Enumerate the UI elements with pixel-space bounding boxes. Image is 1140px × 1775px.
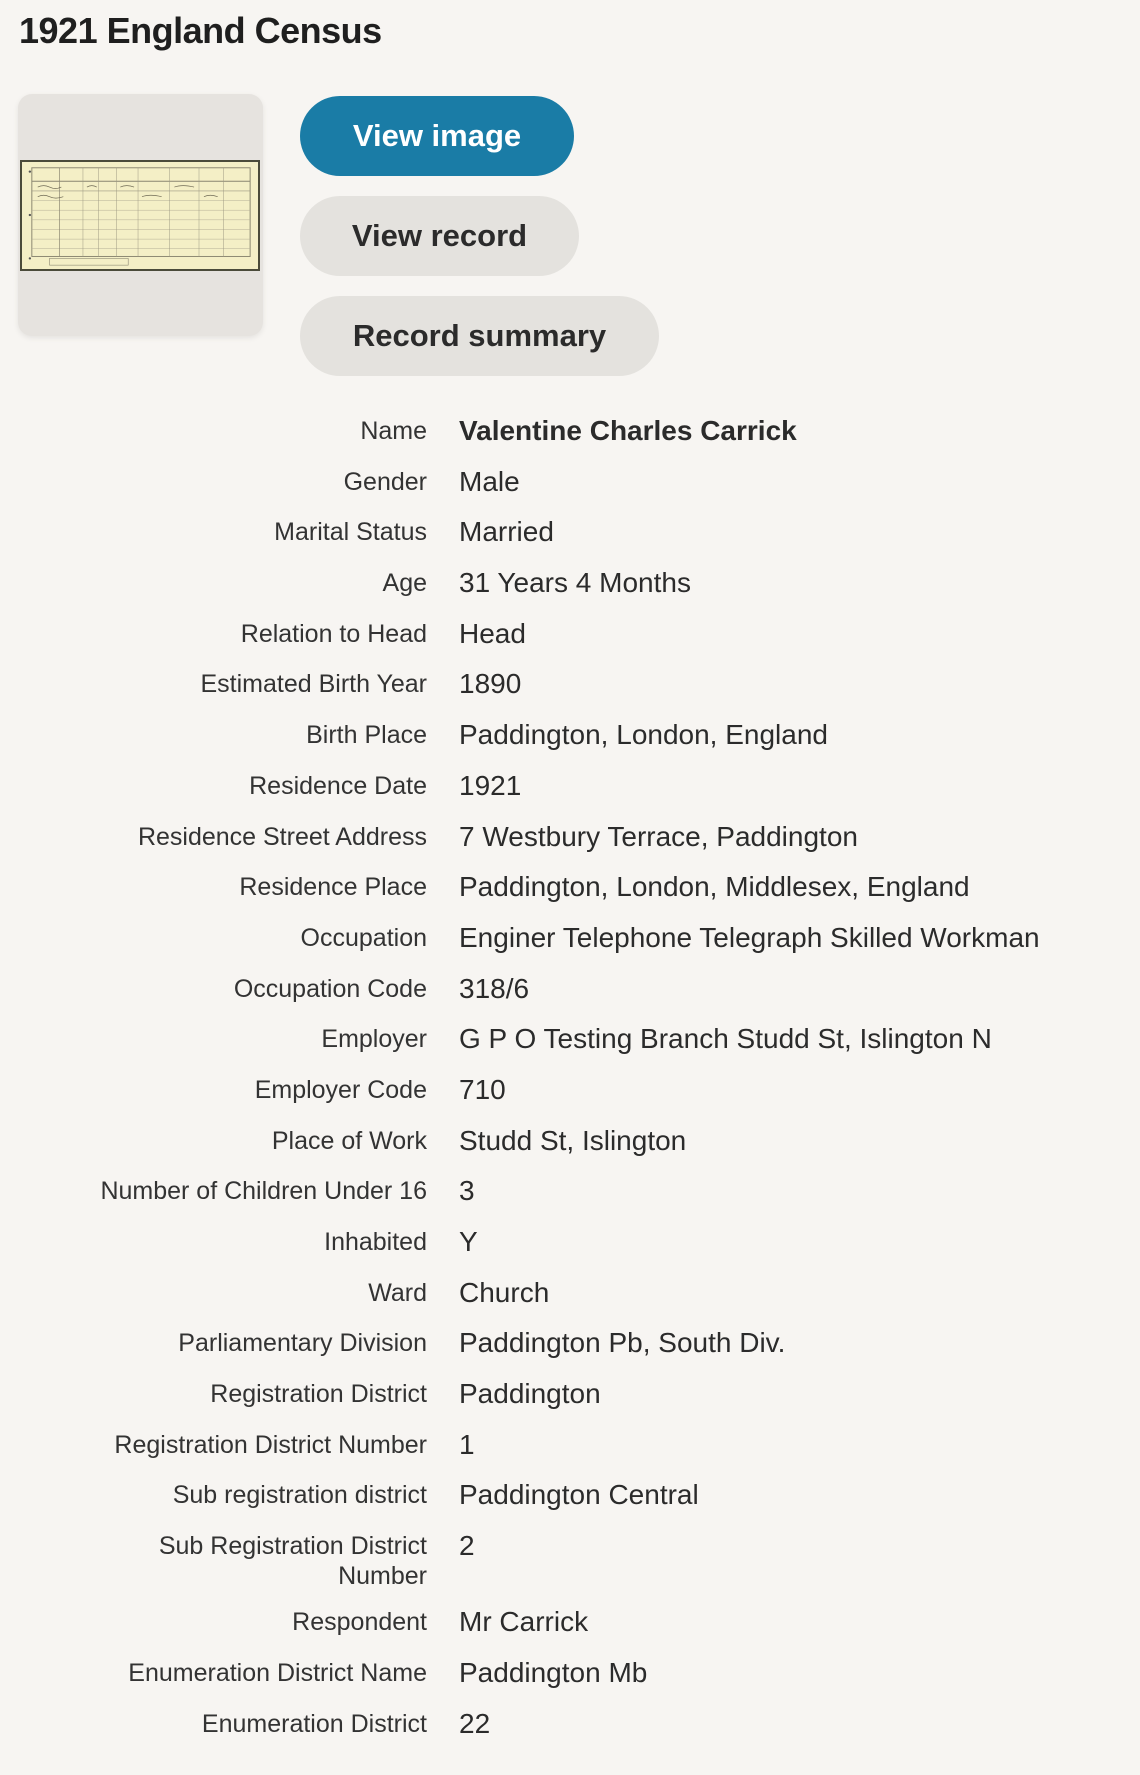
detail-value: Church xyxy=(459,1276,550,1308)
detail-value: 1890 xyxy=(459,668,522,700)
detail-value: 318/6 xyxy=(459,972,530,1004)
detail-value: G P O Testing Branch Studd St, Islington N xyxy=(459,1023,992,1055)
detail-row-age xyxy=(0,568,1140,619)
detail-value: Paddington Mb xyxy=(459,1656,648,1688)
detail-value: Mr Carrick xyxy=(459,1606,589,1638)
detail-label: Relation to Head xyxy=(240,619,427,648)
detail-label: Employer Code xyxy=(254,1075,427,1104)
census-document-thumbnail-icon[interactable] xyxy=(20,160,260,271)
detail-label: Residence Place xyxy=(239,873,427,902)
detail-label: Birth Place xyxy=(306,721,427,750)
detail-value: Y xyxy=(459,1226,478,1257)
view-record-button[interactable]: View record xyxy=(300,196,579,276)
detail-row-registration-district-number xyxy=(0,1430,1140,1481)
page-title: 1921 England Census xyxy=(19,10,382,51)
detail-label: Registration District Number xyxy=(114,1430,427,1459)
detail-row-employer-code xyxy=(0,1075,1140,1126)
detail-value: Paddington, London, England xyxy=(459,719,828,751)
detail-label: Employer xyxy=(321,1025,427,1054)
detail-row-residence-street-address xyxy=(0,822,1140,873)
detail-label: Inhabited xyxy=(324,1228,427,1256)
detail-label: Estimated Birth Year xyxy=(200,670,427,699)
detail-row-birth-place xyxy=(0,720,1140,771)
detail-value: 3 xyxy=(459,1175,475,1207)
detail-row-estimated-birth-year xyxy=(0,669,1140,720)
detail-row-relation-to-head xyxy=(0,619,1140,670)
detail-value: Paddington, London, Middlesex, England xyxy=(459,871,970,903)
detail-label: Occupation xyxy=(300,923,427,952)
detail-label: Number of Children Under 16 xyxy=(100,1177,427,1206)
detail-row-employer xyxy=(0,1024,1140,1075)
detail-row-children-under-16 xyxy=(0,1176,1140,1227)
detail-label: Age xyxy=(382,569,427,598)
detail-row-enumeration-district xyxy=(0,1709,1140,1760)
detail-row-registration-district xyxy=(0,1379,1140,1430)
detail-label: Enumeration District Name xyxy=(128,1658,427,1687)
detail-value: 31 Years 4 Months xyxy=(459,567,691,599)
detail-row-ward xyxy=(0,1278,1140,1329)
record-details xyxy=(0,416,1140,1759)
detail-label: Residence Street Address xyxy=(137,822,427,851)
detail-value: Paddington Pb, South Div. xyxy=(459,1327,786,1359)
detail-value: Studd St, Islington xyxy=(459,1124,687,1156)
detail-row-parliamentary-division xyxy=(0,1328,1140,1379)
detail-row-occupation xyxy=(0,923,1140,974)
detail-value: Paddington Central xyxy=(459,1479,699,1511)
detail-row-gender xyxy=(0,467,1140,518)
detail-value: 710 xyxy=(459,1073,506,1105)
detail-value: Head xyxy=(459,617,526,649)
detail-row-sub-registration-district-number xyxy=(0,1531,1140,1607)
detail-value: 2 xyxy=(459,1530,475,1562)
detail-row-enumeration-district-name xyxy=(0,1658,1140,1709)
view-image-button[interactable]: View image xyxy=(300,96,574,176)
detail-label: Occupation Code xyxy=(233,974,427,1003)
detail-label: Sub Registration District Number xyxy=(158,1532,427,1591)
detail-label: Name xyxy=(360,417,427,445)
detail-label: Marital Status xyxy=(274,518,427,547)
detail-row-marital-status xyxy=(0,517,1140,568)
detail-row-occupation-code xyxy=(0,974,1140,1025)
detail-label: Enumeration District xyxy=(201,1709,427,1738)
detail-value: Valentine Charles Carrick xyxy=(459,415,797,446)
detail-row-inhabited xyxy=(0,1227,1140,1278)
detail-row-respondent xyxy=(0,1607,1140,1658)
record-summary-button[interactable]: Record summary xyxy=(300,296,659,376)
detail-label: Respondent xyxy=(292,1608,427,1637)
detail-row-name xyxy=(0,416,1140,467)
detail-label: Ward xyxy=(368,1278,427,1307)
detail-label: Parliamentary Division xyxy=(178,1329,427,1358)
detail-value: 22 xyxy=(459,1707,491,1739)
detail-row-place-of-work xyxy=(0,1126,1140,1177)
detail-value: 1921 xyxy=(459,769,522,801)
detail-label: Gender xyxy=(343,467,427,496)
detail-value: 7 Westbury Terrace, Paddington xyxy=(459,820,858,852)
detail-value: Paddington xyxy=(459,1378,601,1410)
detail-row-residence-date xyxy=(0,771,1140,822)
detail-value: Male xyxy=(459,465,520,497)
detail-label: Sub registration district xyxy=(172,1481,427,1510)
detail-label: Registration District xyxy=(210,1380,427,1409)
detail-row-residence-place xyxy=(0,872,1140,923)
detail-value: Married xyxy=(459,516,554,548)
detail-value: Enginer Telephone Telegraph Skilled Workman xyxy=(459,921,1040,953)
detail-label: Place of Work xyxy=(271,1126,427,1155)
detail-value: 1 xyxy=(459,1428,475,1460)
detail-label: Residence Date xyxy=(249,771,427,800)
detail-row-sub-registration-district xyxy=(0,1480,1140,1531)
record-thumbnail-card[interactable] xyxy=(18,94,263,336)
